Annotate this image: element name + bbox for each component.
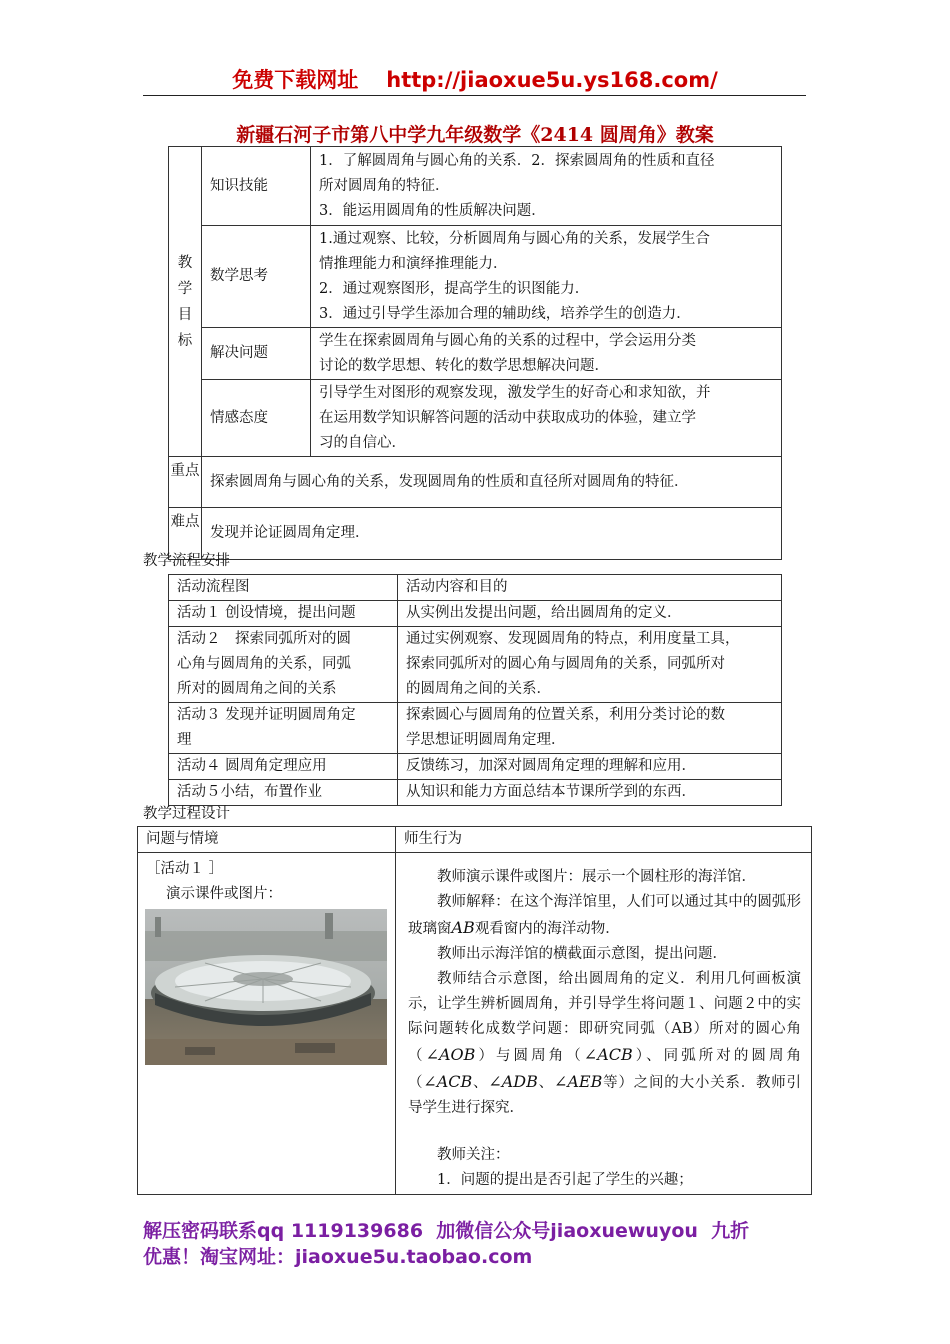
arc-ab-symbol: AB [451, 918, 475, 937]
table-row [138, 853, 812, 1195]
teaching-goals-table [168, 146, 782, 560]
table-row [169, 601, 782, 627]
flow-content: 从实例出发提出问题，给出圆周角的定义． [398, 601, 782, 627]
goals-group-label-char: 教 [177, 254, 193, 271]
flow-content: 反馈练习，加深对圆周角定理的理解和应用． [398, 754, 782, 780]
goals-group-label-char: 学 [177, 280, 193, 297]
goals-group-label-char: 目 [177, 306, 193, 323]
flow-content: 通过实例观察、发现圆周角的特点，利用度量工具， 探索同弧所对的圆心角与圆周角的关系，同弧所对 的圆周角之间的关系． [398, 627, 782, 703]
flow-section-title: 教学流程安排 [143, 553, 230, 569]
table-row [169, 780, 782, 806]
download-url-link[interactable]: http://jiaoxue5u.ys168.com/ [386, 68, 718, 92]
paragraph: 1．问题的提出是否引起了学生的兴趣； [437, 1172, 693, 1188]
flow-content: 探索圆心与圆周角的位置关系，利用分类讨论的数 学思想证明圆周角定理． [398, 703, 782, 754]
footer-line-2: 优惠！淘宝网址：jiaoxue5u.taobao.com [143, 1246, 533, 1268]
table-row [138, 827, 812, 853]
difficulty-label: 难点 [169, 508, 202, 560]
paragraph: 教师结合示意图，给出圆周角的定义．利用几何画板演示，让学生辨析圆周角，并引导学生将问题１、问题２中的实际问题转化成数学问题：即研究同弧（AB）所对的圆心角（∠AOB）与圆周角（∠ACB）、同弧所对的圆周角（∠ACB、∠ADB、∠AEB等）之间的大小关系．教师引导学生进行探究． [408, 971, 802, 1116]
flow-activity: 活动４ 圆周角定理应用 [169, 754, 398, 780]
goals-group-label-char: 标 [177, 332, 193, 349]
process-situation-cell [138, 853, 396, 1195]
table-row [169, 226, 782, 328]
process-behavior-cell [396, 853, 812, 1195]
goal-name: 情感态度 [202, 380, 311, 457]
table-row [169, 754, 782, 780]
goal-content: 引导学生对图形的观察发现，激发学生的好奇心和求知欲，并 在运用数学知识解答问题的活动中获取成功的体验，建立学 习的自信心． [311, 380, 782, 457]
goal-name: 解决问题 [202, 328, 311, 380]
table-row [169, 147, 782, 226]
table-row [169, 380, 782, 457]
teaching-process-table [137, 826, 812, 1195]
flow-header-content: 活动内容和目的 [398, 575, 782, 601]
goal-name: 知识技能 [202, 147, 311, 226]
taobao-link[interactable]: jiaoxue5u.taobao.com [295, 1246, 533, 1268]
flow-activity: 活动５小结，布置作业 [169, 780, 398, 806]
table-row [169, 703, 782, 754]
paragraph: 教师解释：在这个海洋馆里，人们可以通过其中的圆弧形玻璃窗AB观看窗内的海洋动物． [408, 894, 801, 937]
process-header-situation: 问题与情境 [138, 827, 396, 853]
process-section-title: 教学过程设计 [143, 806, 230, 822]
flow-header-activity: 活动流程图 [169, 575, 398, 601]
key-point-text: 探索圆周角与圆心角的关系，发现圆周角的性质和直径所对圆周角的特征． [202, 457, 782, 508]
footer-promo [143, 1218, 823, 1270]
activity-1-title: ［活动１ ］ [146, 861, 224, 877]
goals-group-label [169, 147, 202, 457]
flow-activity: 活动１ 创设情境，提出问题 [169, 601, 398, 627]
goal-name: 数学思考 [202, 226, 311, 328]
demo-caption: 演示课件或图片： [166, 886, 282, 902]
table-row [169, 328, 782, 380]
table-row [169, 508, 782, 560]
teaching-flow-table [168, 574, 782, 806]
key-point-label: 重点 [169, 457, 202, 508]
download-label: 免费下载网址 [232, 68, 359, 92]
goal-content: 1．了解圆周角与圆心角的关系．2．探索圆周角的性质和直径 所对圆周角的特征． 3．能运用圆周角的性质解决问题． [311, 147, 782, 226]
ocean-aquarium-photo [145, 909, 387, 1065]
paragraph: 教师出示海洋馆的横截面示意图，提出问题． [437, 946, 727, 962]
process-header-behavior: 师生行为 [396, 827, 812, 853]
table-row [169, 627, 782, 703]
goal-content: 学生在探索圆周角与圆心角的关系的过程中，学会运用分类 讨论的数学思想、转化的数学思想解决问题． [311, 328, 782, 380]
table-row [169, 457, 782, 508]
table-row [169, 575, 782, 601]
paragraph: 教师演示课件或图片：展示一个圆柱形的海洋馆． [437, 869, 756, 885]
paragraph: 教师关注： [437, 1147, 510, 1163]
flow-activity: 活动２ 探索同弧所对的圆 心角与圆周角的关系，同弧 所对的圆周角之间的关系 [169, 627, 398, 703]
header-divider [143, 95, 806, 96]
difficulty-text: 发现并论证圆周角定理． [202, 508, 782, 560]
flow-activity: 活动３ 发现并证明圆周角定 理 [169, 703, 398, 754]
document-title: 新疆石河子市第八中学九年级数学《2414 圆周角》教案 [236, 124, 714, 146]
footer-line-1: 解压密码联系qq 1119139686 加微信公众号jiaoxuewuyou 九折 [143, 1220, 750, 1242]
flow-content: 从知识和能力方面总结本节课所学到的东西． [398, 780, 782, 806]
goal-content: 1.通过观察、比较，分析圆周角与圆心角的关系，发展学生合 情推理能力和演绎推理能力． 2．通过观察图形，提高学生的识图能力． 3．通过引导学生添加合理的辅助线，培养学生的创造力． [311, 226, 782, 328]
download-header [0, 64, 950, 94]
